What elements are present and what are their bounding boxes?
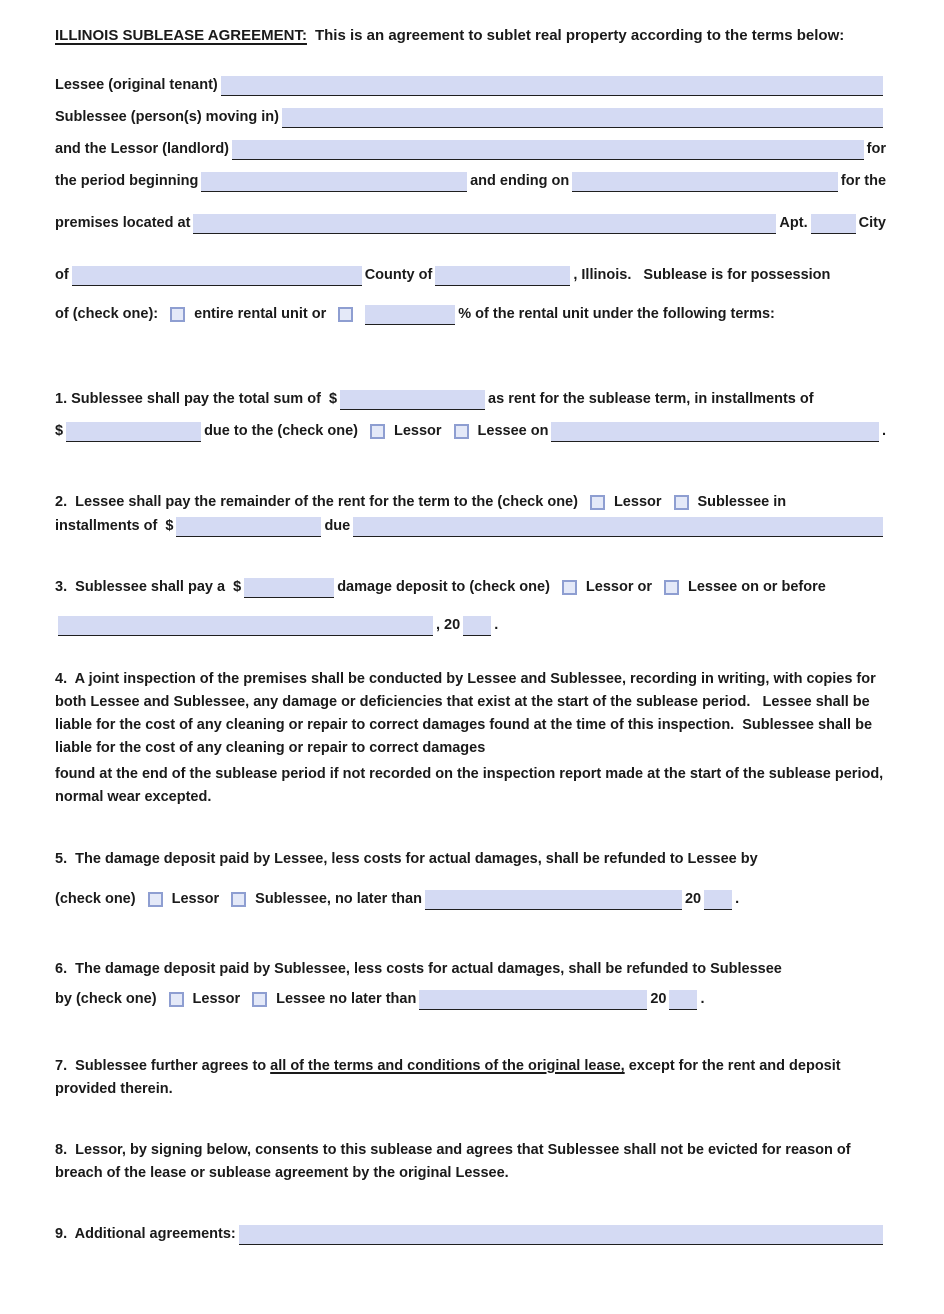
lessor-line <box>55 139 886 160</box>
installments-label: installments of $ <box>55 518 174 534</box>
s6-lessee-label: Lessee no later than <box>276 991 417 1007</box>
of-label: of <box>55 267 69 283</box>
s6-lessee-checkbox[interactable] <box>252 992 267 1007</box>
deposit-due-year-field[interactable] <box>463 616 491 636</box>
lessee-name-field[interactable] <box>221 76 883 96</box>
period-end-field[interactable] <box>572 172 838 192</box>
entire-unit-label: entire rental unit or <box>194 306 327 322</box>
s6-lessor-label: Lessor <box>192 991 241 1007</box>
s5-lessor-label: Lessor <box>171 891 220 907</box>
s2-lessor-label: Lessor <box>613 494 662 510</box>
section9-line <box>55 1224 886 1245</box>
s3-lessee-label: Lessee on or before <box>688 579 826 595</box>
lessee-label: Lessee (original tenant) <box>55 77 218 93</box>
additional-agreements-field[interactable] <box>239 1225 883 1245</box>
period-mid-label: and ending on <box>470 173 570 189</box>
section3-mid-label: damage deposit to (check one) <box>337 579 550 595</box>
document-title: ILLINOIS SUBLEASE AGREEMENT: <box>55 27 307 44</box>
section1-pre-label: 1. Sublessee shall pay the total sum of $ <box>55 391 338 407</box>
due-to-label: due to the (check one) <box>204 423 358 439</box>
section3-pre-label: 3. Sublessee shall pay a $ <box>55 579 242 595</box>
section7-pre: 7. Sublessee further agrees to <box>55 1058 271 1074</box>
city-county-line <box>55 265 886 286</box>
period-line <box>55 171 886 192</box>
section-9 <box>55 1224 886 1245</box>
s5-sublessee-label: Sublessee, no later than <box>255 891 422 907</box>
parties-section <box>55 75 886 325</box>
section5-line1 <box>55 849 886 870</box>
section4-paragraph1: 4. A joint inspection of the premises shall be conducted by Lessee and Sublessee, recording in writing, with copies for both Lessee and Sublessee, any damage or deficiencies that exist at the start of the sublease period. Lessee shall be liable for the cost of any cleaning or repair to correct damages found at the time of this inspection. Sublessee shall be liable for the cost of any cleaning or repair to correct damages <box>55 671 880 756</box>
title-block <box>55 24 863 48</box>
section4-paragraph2: found at the end of the sublease period if not recorded on the inspection report made at the start of the sublease period, normal wear excepted. <box>55 766 888 805</box>
remainder-due-field[interactable] <box>353 517 883 537</box>
s1-lessee-on-label: Lessee on <box>477 423 549 439</box>
section-8 <box>55 1139 886 1185</box>
sublessee-label: Sublessee (person(s) moving in) <box>55 109 279 125</box>
s3-lessor-checkbox[interactable] <box>562 580 577 595</box>
section6-line1 <box>55 959 886 980</box>
total-sum-field[interactable] <box>340 390 485 410</box>
s6-period-label: . <box>700 991 705 1007</box>
section7-paragraph <box>55 1055 877 1101</box>
section-4 <box>55 668 886 809</box>
county-after-label: , Illinois. Sublease is for possession <box>573 267 831 283</box>
remainder-installment-field[interactable] <box>176 517 321 537</box>
entire-unit-checkbox[interactable] <box>170 307 185 322</box>
installment-amount-field[interactable] <box>66 422 201 442</box>
percent-unit-checkbox[interactable] <box>338 307 353 322</box>
check-one-label: of (check one): <box>55 306 159 322</box>
s5-checkone-label: (check one) <box>55 891 136 907</box>
deposit-due-date-field[interactable] <box>58 616 433 636</box>
lessor-label: and the Lessor (landlord) <box>55 141 230 157</box>
premises-label: premises located at <box>55 215 191 231</box>
section8-paragraph: 8. Lessor, by signing below, consents to this sublease and agrees that Sublessee shall not be evicted for reason of breach of the lease or sublease agreement by the original Lessee. <box>55 1142 855 1181</box>
apt-label: Apt. <box>779 215 808 231</box>
section3-line2 <box>55 615 886 636</box>
city-label: City <box>858 215 886 231</box>
s1-period-label: . <box>881 423 886 439</box>
sublessee-refund-date-field[interactable] <box>419 990 647 1010</box>
section6-line2 <box>55 989 886 1010</box>
s5-sublessee-checkbox[interactable] <box>231 892 246 907</box>
due-label: due <box>324 518 351 534</box>
premises-address-field[interactable] <box>193 214 776 234</box>
apt-number-field[interactable] <box>811 214 856 234</box>
document-intro: This is an agreement to sublet real property according to the terms below: <box>314 27 845 44</box>
section2-text: 2. Lessee shall pay the remainder of the rent for the term to the (check one) <box>55 494 578 510</box>
sublessee-name-field[interactable] <box>282 108 883 128</box>
s6-checkone-label: by (check one) <box>55 991 157 1007</box>
period-start-field[interactable] <box>201 172 467 192</box>
premises-line <box>55 213 886 234</box>
section2-line2 <box>55 516 886 537</box>
lessor-after-label: for <box>866 141 886 157</box>
s3-period-label: . <box>494 617 499 633</box>
s5-twenty-label: 20 <box>684 891 702 907</box>
section5-text: 5. The damage deposit paid by Lessee, less costs for actual damages, shall be refunded to Lessee by <box>55 851 758 867</box>
section6-text: 6. The damage deposit paid by Sublessee, less costs for actual damages, shall be refunded to Sublessee <box>55 961 782 977</box>
section-3 <box>55 577 886 636</box>
county-field[interactable] <box>435 266 570 286</box>
s2-sublessee-checkbox[interactable] <box>674 495 689 510</box>
section5-line2 <box>55 889 886 910</box>
section-6 <box>55 959 886 1010</box>
percent-after-label: % of the rental unit under the following terms: <box>458 306 775 322</box>
sublessee-line <box>55 107 886 128</box>
lessee-refund-year-field[interactable] <box>704 890 732 910</box>
percent-field[interactable] <box>365 305 455 325</box>
period-after-label: for the <box>840 173 887 189</box>
section1-line1 <box>55 389 886 410</box>
s5-lessor-checkbox[interactable] <box>148 892 163 907</box>
city-field[interactable] <box>72 266 362 286</box>
section-2 <box>55 492 886 537</box>
s1-lessor-label: Lessor <box>393 423 442 439</box>
s1-lessee-checkbox[interactable] <box>454 424 469 439</box>
section-7 <box>55 1055 886 1101</box>
rent-due-date-field[interactable] <box>551 422 879 442</box>
section3-line1 <box>55 577 886 598</box>
dollar-sign-label: $ <box>55 423 64 439</box>
possession-line <box>55 304 886 325</box>
s5-period-label: . <box>735 891 740 907</box>
additional-agreements-label: 9. Additional agreements: <box>55 1226 236 1242</box>
section7-post: except for the rent and deposit provided therein. <box>55 1058 845 1097</box>
section2-line1 <box>55 492 886 513</box>
s3-lessee-checkbox[interactable] <box>664 580 679 595</box>
s1-lessor-checkbox[interactable] <box>370 424 385 439</box>
section-1 <box>55 389 886 442</box>
section1-post-label: as rent for the sublease term, in installments of <box>488 391 814 407</box>
s2-sublessee-label: Sublessee in <box>697 494 787 510</box>
section1-line2 <box>55 421 886 442</box>
period-label: the period beginning <box>55 173 199 189</box>
lessor-name-field[interactable] <box>232 140 864 160</box>
section7-underlined: all of the terms and conditions of the original lease, <box>270 1058 625 1074</box>
lessee-line <box>55 75 886 96</box>
s3-lessor-label: Lessor or <box>585 579 652 595</box>
s6-lessor-checkbox[interactable] <box>169 992 184 1007</box>
county-label: County of <box>364 267 433 283</box>
s3-comma20-label: , 20 <box>436 617 461 633</box>
sublessee-refund-year-field[interactable] <box>669 990 697 1010</box>
lessee-refund-date-field[interactable] <box>425 890 682 910</box>
section-5 <box>55 849 886 910</box>
s2-lessor-checkbox[interactable] <box>590 495 605 510</box>
damage-deposit-field[interactable] <box>244 578 334 598</box>
s6-twenty-label: 20 <box>650 991 667 1007</box>
